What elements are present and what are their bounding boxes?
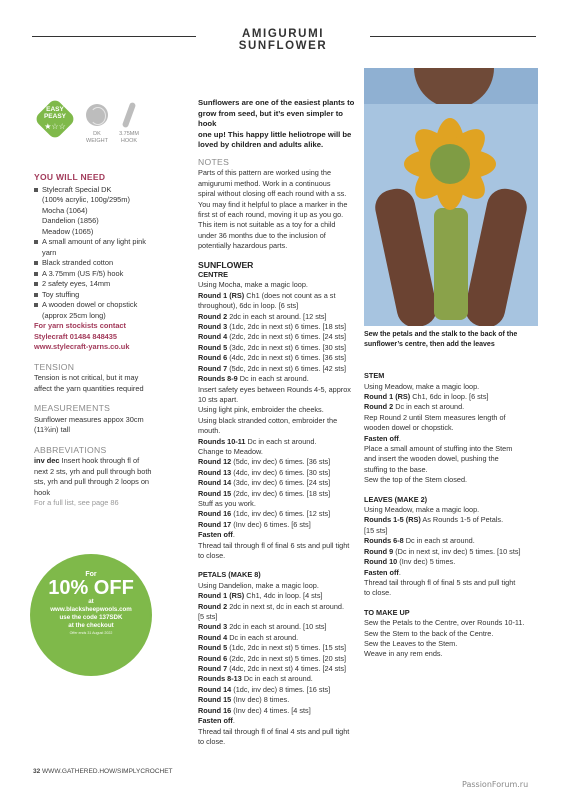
stockists-text: For yarn stockists contact Stylecraft 01484 848435 www.stylecraft-yarns.co.uk <box>34 321 184 353</box>
instruction-line: Round 7 (5dc, 2dc in next st) 6 times. [42 sts] <box>198 363 347 373</box>
instruction-line: Rounds 1-5 (RS) As Rounds 1-5 of Petals. <box>364 515 504 525</box>
list-item: Black stranded cotton <box>34 258 184 269</box>
easy-peasy-badge: EASY PEASY ★☆☆ <box>34 98 76 140</box>
pattern-column <box>198 98 358 747</box>
page-title: AMIGURUMI SUNFLOWER <box>238 28 328 52</box>
instruction-line: Round 4 Dc in each st around. <box>198 632 299 642</box>
instruction-line: Round 2 Dc in each st around. <box>364 402 465 412</box>
instruction-line: mouth. <box>198 426 221 436</box>
petals-heading: PETALS (MAKE 8) <box>198 570 261 580</box>
promo-link[interactable]: www.blacksheepwools.com <box>50 606 132 613</box>
instruction-line: Rounds 10-11 Dc in each st around. <box>198 436 317 446</box>
instruction-line: Rounds 8-9 Dc in each st around. <box>198 374 309 384</box>
instruction-line: Using Mocha, make a magic loop. <box>198 280 308 290</box>
instruction-line: Round 6 (2dc, 2dc in next st) 5 times. [20 sts] <box>198 653 347 663</box>
instruction-line: Round 9 (Dc in next st, inv dec) 5 times. [10 sts] <box>364 546 521 556</box>
measurements-heading: MEASUREMENTS <box>34 403 111 413</box>
instruction-line: Thread tail through fl of final 6 sts and pull tight <box>198 540 350 550</box>
instruction-line: Insert safety eyes between Rounds 4-5, approx <box>198 384 351 394</box>
instruction-line: Change to Meadow. <box>198 446 263 456</box>
intro-text: Sunflowers are one of the easiest plants to grow from seed, but it’s even simpler to hook one up! This happy little heliotrope will be loved by children and adults alike. <box>198 98 355 150</box>
instruction-line: [5 sts] <box>198 612 218 622</box>
instruction-line: Thread tail through fl of final 4 sts and pull tight <box>198 726 350 736</box>
list-item: A small amount of any light pink <box>34 237 184 248</box>
hook-size-label: 3.75MM HOOK <box>119 131 139 144</box>
discount-amount: 10% OFF <box>48 577 134 599</box>
list-item: Toy stuffing <box>34 290 184 301</box>
instruction-line: Round 15 (2dc, inv dec) 6 times. [18 sts] <box>198 488 331 498</box>
instruction-line: Round 14 (3dc, inv dec) 6 times. [24 sts] <box>198 478 331 488</box>
instruction-line: Round 10 (Inv dec) 5 times. <box>364 557 456 567</box>
instruction-line: Using black stranded cotton, embroider the <box>198 415 338 425</box>
instruction-line: Sew the top of the Stem closed. <box>364 475 468 485</box>
instruction-line: Fasten off. <box>364 567 401 577</box>
tension-heading: TENSION <box>34 361 75 372</box>
you-will-need-heading: YOU WILL NEED <box>34 172 106 182</box>
instruction-line: Round 1 (RS) Ch1 (does not count as a st <box>198 290 336 300</box>
instruction-line: Fasten off. <box>198 716 235 726</box>
instruction-line: Round 1 (RS) Ch1, 6dc in loop. [6 sts] <box>364 392 489 401</box>
leaves-heading: LEAVES (MAKE 2) <box>364 494 428 504</box>
instruction-line: Fasten off. <box>198 530 235 540</box>
instruction-line: to close. <box>364 588 392 598</box>
right-column <box>364 330 542 660</box>
header-rule-left <box>32 36 196 37</box>
instruction-line: 10 sts apart. <box>198 394 239 404</box>
yarn-weight-label: DK WEIGHT <box>86 131 108 144</box>
promo-code: use the code 137SDK <box>59 614 123 621</box>
stockists-link[interactable]: www.stylecraft-yarns.co.uk <box>34 342 130 351</box>
list-item: Stylecraft Special DK <box>34 185 184 196</box>
footer-url[interactable]: WWW.GATHERED.HOW/SIMPLYCROCHET <box>42 768 173 775</box>
instruction-line: Rounds 6-8 Dc in each st around. <box>364 536 475 546</box>
yarn-ball-icon <box>86 104 108 126</box>
instruction-line: Using Dandelion, make a magic loop. <box>198 580 319 590</box>
discount-promo[interactable]: For 10% OFF at www.blacksheepwools.com use the code 137SDK at the checkout Offer ends 31 August 2022 <box>32 556 150 674</box>
instruction-line: Stuff as you work. <box>198 498 256 508</box>
stem-heading: STEM <box>364 371 385 381</box>
instruction-line: Round 2 2dc in each st around. [12 sts] <box>198 311 327 321</box>
instruction-line: Using Meadow, make a magic loop. <box>364 381 480 391</box>
photo-caption: Sew the petals and the stalk to the back of the sunflower’s centre, then add the leaves <box>364 331 518 348</box>
instruction-line: and insert the wooden dowel, pushing the <box>364 454 499 464</box>
instruction-line: Round 14 (1dc, inv dec) 8 times. [16 sts] <box>198 684 331 694</box>
instruction-line: Rep Round 2 until Stem measures length of <box>364 412 506 422</box>
instruction-line: Round 7 (4dc, 2dc in next st) 4 times. [24 sts] <box>198 664 347 674</box>
page-number: 32 <box>33 768 41 775</box>
instruction-line: Using light pink, embroider the cheeks. <box>198 405 324 415</box>
instruction-line: Round 16 (Inv dec) 4 times. [4 sts] <box>198 705 311 715</box>
sunflower-heading: SUNFLOWER <box>198 259 254 270</box>
leaves-instructions <box>364 505 542 599</box>
difficulty-badges <box>34 98 174 152</box>
watermark: PassionForum.ru <box>462 780 529 789</box>
list-item: 2 safety eyes, 14mm <box>34 279 184 290</box>
instruction-line: Round 4 (2dc, 2dc in next st) 6 times. [24 sts] <box>198 332 347 342</box>
crochet-stem <box>434 208 468 320</box>
instruction-line: Thread tail through fl of final 5 sts and pull tight <box>364 577 516 587</box>
instruction-line: Round 17 (Inv dec) 6 times. [6 sts] <box>198 519 311 529</box>
instruction-line: Using Meadow, make a magic loop. <box>364 505 480 515</box>
notes-heading: NOTES <box>198 156 230 167</box>
make-up-instructions: Sew the Petals to the Centre, over Rounds 10-11. Sew the Stem to the back of the Centre. Sew the Leaves to the Stem. Weave in any rem ends. <box>364 618 525 659</box>
instruction-line: Round 5 (3dc, 2dc in next st) 6 times. [30 sts] <box>198 342 347 352</box>
instruction-line: Round 15 (Inv dec) 8 times. <box>198 695 290 705</box>
instruction-line: Round 6 (4dc, 2dc in next st) 6 times. [36 sts] <box>198 353 347 363</box>
centre-heading: CENTRE <box>198 270 228 280</box>
petals-instructions <box>198 581 358 748</box>
instruction-line: to close. <box>198 551 226 560</box>
crochet-centre <box>430 144 470 184</box>
list-item: A 3.75mm (US F/5) hook <box>34 269 184 280</box>
abbreviations-heading: ABBREVIATIONS <box>34 444 107 455</box>
stem-instructions <box>364 382 542 486</box>
instruction-line: [15 sts] <box>364 525 388 535</box>
materials-column: YOU WILL NEED Stylecraft Special DK (100% acrylic, 100g/295m) Mocha (1064) Dandelion (1856) Meadow (1065) A small amount of any light pink yarn Black stranded cotton A 3.75mm (US F/5) hook 2 safety eyes, 14mm Toy stuffing A wooden dowel or chopstick (approx 25cm long) For yarn stockists contact Stylecraft 01484 848435 www.stylecraft-yarns.co.uk TENSION Tension is not critical, but it may affect the yarn quantities required MEASUREMENTS Sunflower measures appox 30cm (11¾in) tall ABBREVIATIONS inv dec Insert hook through fl of next 2 sts, yrh and pull through both sts, yrh and pull through 2 loops on hook For a full list, see page 86 <box>34 172 184 509</box>
star-rating-icon: ★☆☆ <box>44 122 66 131</box>
instruction-line: throughout), 6dc in loop. [6 sts] <box>198 301 299 311</box>
instruction-line: wooden dowel or chopstick. <box>364 423 454 433</box>
list-item: A wooden dowel or chopstick <box>34 300 184 311</box>
instruction-line: stuffing to the base. <box>364 464 428 474</box>
instruction-line: Round 12 (5dc, inv dec) 6 times. [36 sts] <box>198 457 331 467</box>
crochet-hook-icon <box>122 102 137 128</box>
header-rule-right <box>370 36 536 37</box>
instruction-line: Round 3 2dc in each st around. [10 sts] <box>198 622 327 632</box>
notes-text: Parts of this pattern are worked using the amigurumi method. Work in a continuous spiral without closing off each round with a ss. You may find it helpful to place a marker in the first st of each round, moving it up as you go. This item is not suitable as a toy for a child under 36 months due to the inclusion of potentially hazardous parts. <box>198 168 348 251</box>
instruction-line: to close. <box>198 736 226 746</box>
page-footer <box>33 768 173 775</box>
sunflower-photo <box>364 68 538 326</box>
instruction-line: Round 13 (4dc, inv dec) 6 times. [30 sts] <box>198 467 331 477</box>
instruction-line: Fasten off. <box>364 433 401 443</box>
instruction-line: Round 3 (1dc, 2dc in next st) 6 times. [18 sts] <box>198 322 347 332</box>
materials-list: Stylecraft Special DK (100% acrylic, 100g/295m) Mocha (1064) Dandelion (1856) Meadow (1065) A small amount of any light pink yarn Black stranded cotton A 3.75mm (US F/5) hook 2 safety eyes, 14mm Toy stuffing A wooden dowel or chopstick (approx 25cm long) <box>34 185 184 322</box>
instruction-line: Round 2 2dc in next st, dc in each st around. <box>198 601 345 611</box>
page-header <box>0 28 566 52</box>
centre-instructions <box>198 280 358 561</box>
instruction-line: Rounds 8-13 Dc in each st around. <box>198 674 313 684</box>
instruction-line: Place a small amount of stuffing into the Stem <box>364 444 513 454</box>
instruction-line: Round 16 (1dc, inv dec) 6 times. [12 sts] <box>198 509 331 519</box>
instruction-line: Round 1 (RS) Ch1, 4dc in loop. [4 sts] <box>198 591 323 601</box>
instruction-line: Round 5 (1dc, 2dc in next st) 5 times. [15 sts] <box>198 643 347 653</box>
make-up-heading: TO MAKE UP <box>364 607 410 617</box>
